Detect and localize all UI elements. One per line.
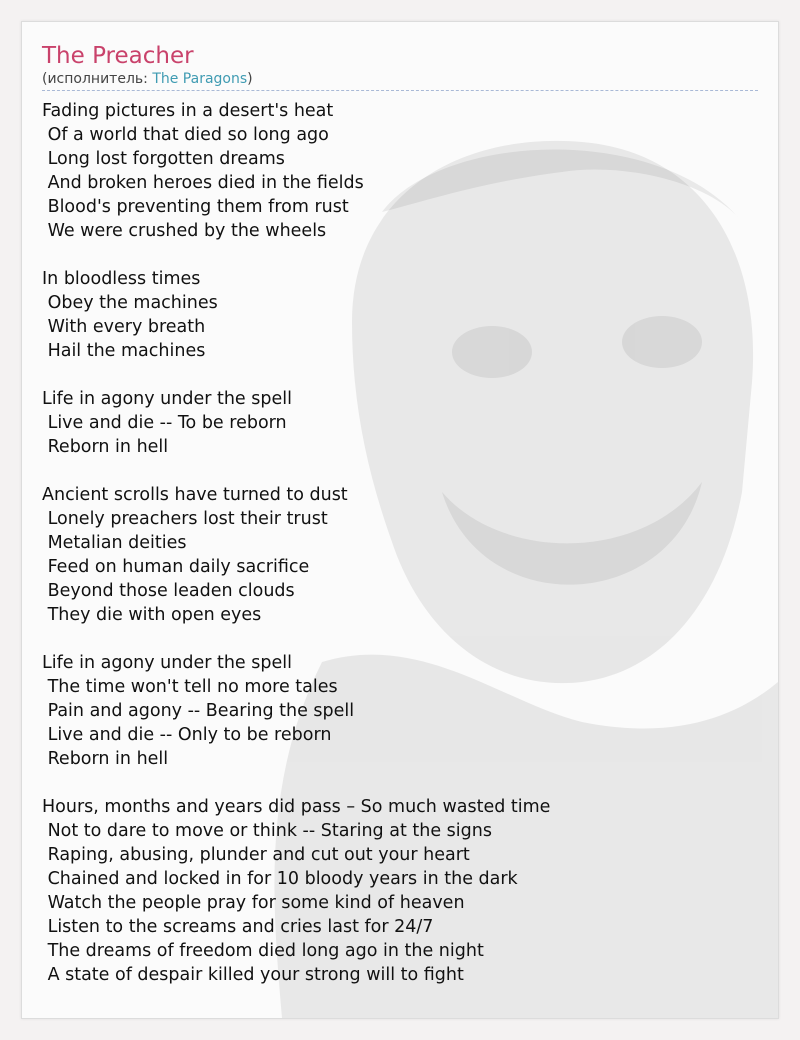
title-divider [42,90,758,91]
lyric-line: Metalian deities [42,533,187,553]
lyric-line: Life in agony under the spell [42,389,292,409]
lyric-line: Beyond those leaden clouds [42,581,295,601]
lyric-line: Not to dare to move or think -- Staring at the signs [42,821,492,841]
stanza-break [42,243,758,267]
lyric-line: Raping, abusing, plunder and cut out your heart [42,845,470,865]
stanza-break [42,459,758,483]
lyric-line: Lonely preachers lost their trust [42,509,328,529]
lyric-line: And broken heroes died in the fields [42,173,364,193]
stanza-break [42,771,758,795]
lyric-line: Obey the machines [42,293,218,313]
lyric-line: Live and die -- To be reborn [42,413,287,433]
lyric-line: The time won't tell no more tales [42,677,338,697]
stanza-break [42,363,758,387]
lyrics-card [21,21,779,1019]
lyric-line: Live and die -- Only to be reborn [42,725,332,745]
lyric-line: Reborn in hell [42,437,169,457]
lyric-line: Listen to the screams and cries last for 24/7 [42,917,434,937]
lyric-line: We were crushed by the wheels [42,221,327,241]
artist-link[interactable]: The Paragons [152,71,248,87]
lyric-line: Life in agony under the spell [42,653,292,673]
artist-prefix: (исполнитель: [42,71,153,87]
lyric-line: Pain and agony -- Bearing the spell [42,701,355,721]
lyric-line: The dreams of freedom died long ago in the night [42,941,484,961]
lyric-line: Reborn in hell [42,749,169,769]
lyric-line: Fading pictures in a desert's heat [42,101,334,121]
lyric-line: With every breath [42,317,206,337]
lyric-line: In bloodless times [42,269,201,289]
lyrics-text [42,99,758,987]
lyric-line: Ancient scrolls have turned to dust [42,485,348,505]
artist-suffix: ) [247,71,253,87]
lyrics-content [42,42,758,987]
stanza-break [42,627,758,651]
lyric-line: Of a world that died so long ago [42,125,329,145]
lyric-line: Blood's preventing them from rust [42,197,349,217]
lyric-line: Feed on human daily sacrifice [42,557,310,577]
lyric-line: Long lost forgotten dreams [42,149,285,169]
lyric-line: Hail the machines [42,341,206,361]
song-title: The Preacher [42,43,194,69]
lyric-line: A state of despair killed your strong will to fight [42,965,464,985]
lyric-line: They die with open eyes [42,605,262,625]
lyric-line: Watch the people pray for some kind of heaven [42,893,465,913]
lyric-line: Chained and locked in for 10 bloody years in the dark [42,869,518,889]
lyric-line: Hours, months and years did pass – So much wasted time [42,797,551,817]
artist-line [42,70,758,88]
